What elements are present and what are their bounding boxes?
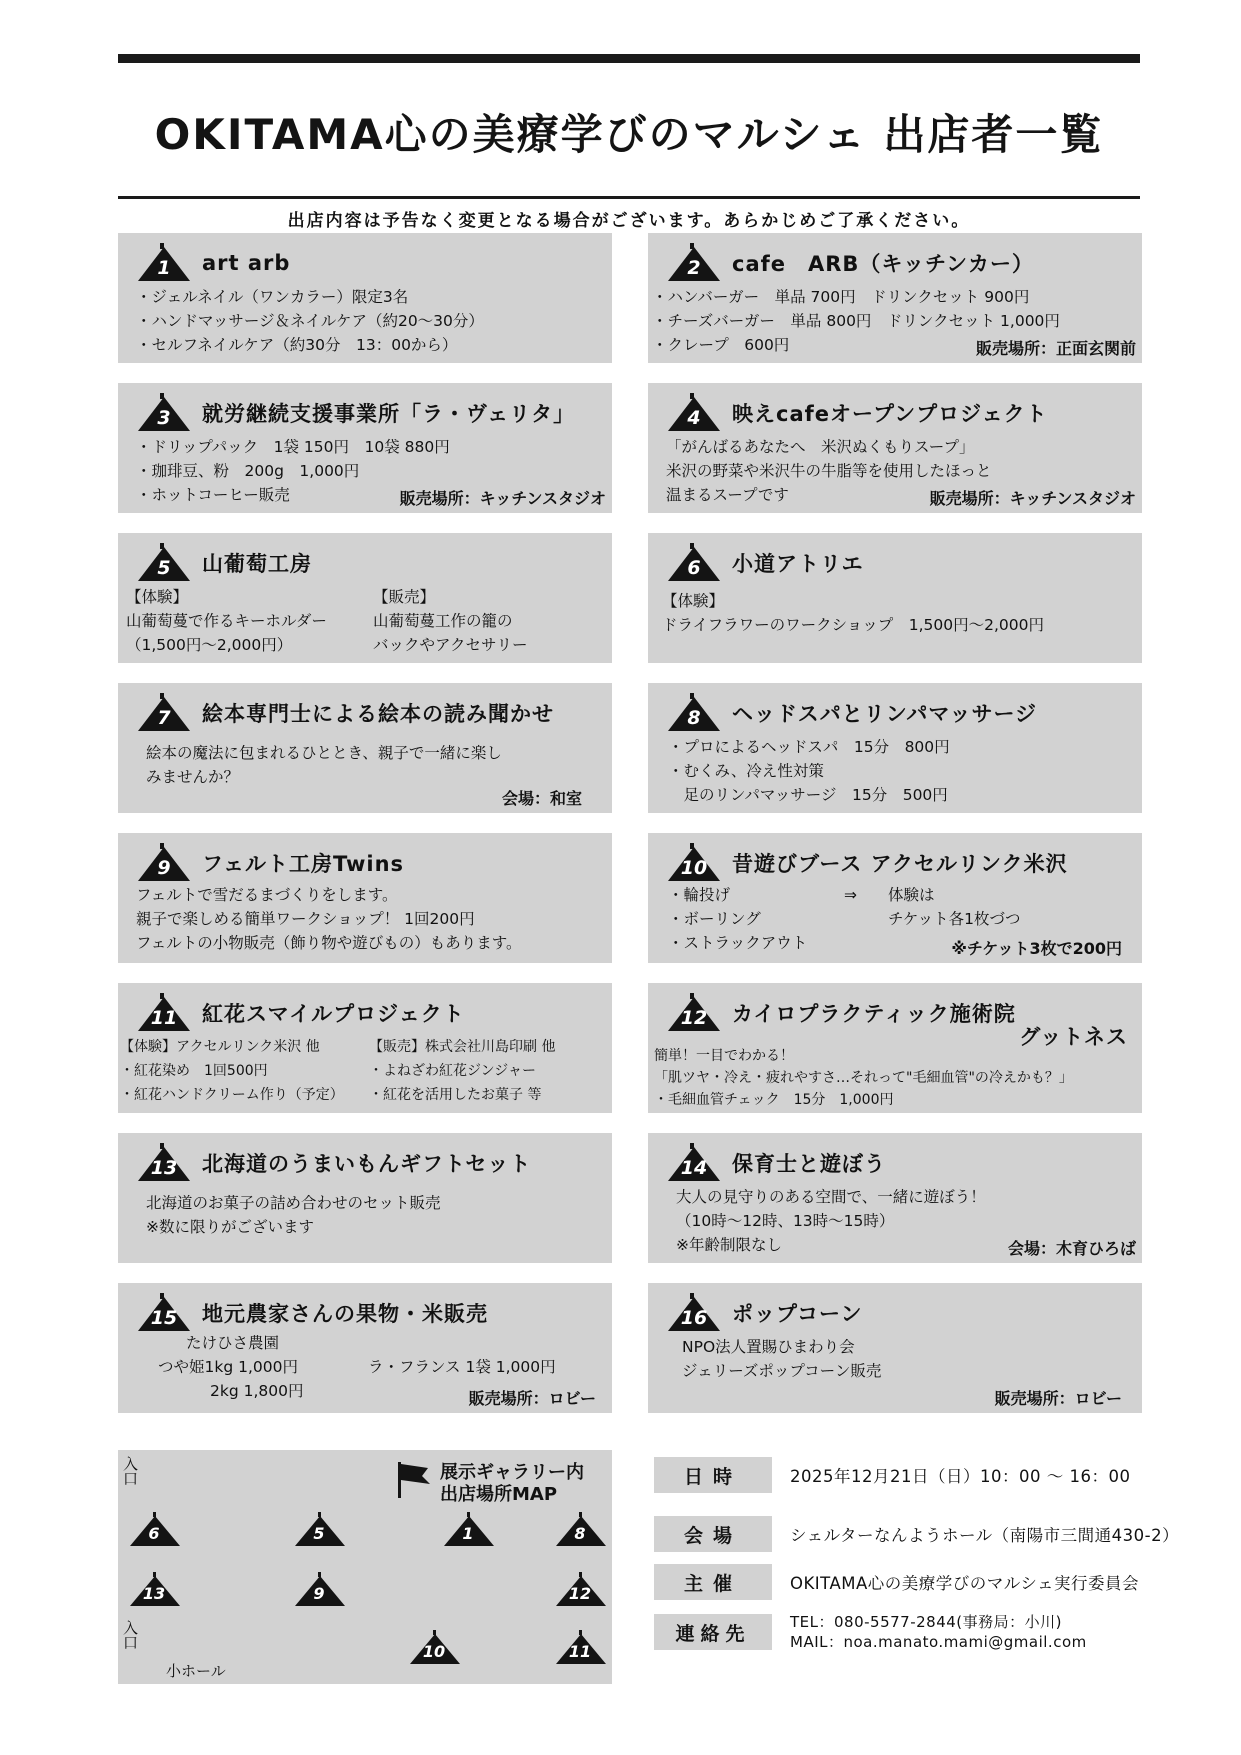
map-title: 展示ギャラリー内 出店場所MAP — [440, 1462, 584, 1505]
vendor-location: 販売場所：キッチンスタジオ — [399, 489, 606, 508]
vendor-details: 【体験】 山葡萄蔓で作るキーホルダー （1,500円～2,000円） 【販売】 山葡萄蔓工作の籠の バックやアクセサリー — [126, 588, 528, 654]
vendor-details: ・プロによるヘッドスパ 15分 800円 ・むくみ、冷え性対策 足のリンパマッサージ 15分 500円 — [668, 738, 950, 804]
vendor-details: フェルトで雪だるまづくりをします。 親子で楽しめる簡単ワークショップ！ 1回200円 フェルトの小物販売（飾り物や遊びもの）もあります。 — [136, 886, 522, 952]
page-title: OKITAMA心の美療学びのマルシェ 出店者一覧 — [154, 110, 1104, 159]
vendor-name: 小道アトリエ — [732, 552, 864, 576]
tent-icon: 9 — [136, 843, 196, 883]
tent-icon: 3 — [136, 393, 196, 433]
info-venue — [654, 1516, 1179, 1552]
tent-icon: 14 — [666, 1143, 726, 1183]
info-value: シェルターなんようホール（南陽市三間通430-2） — [790, 1526, 1180, 1545]
tent-icon: 5 — [136, 543, 196, 583]
vendor-card-12 — [648, 983, 1142, 1113]
vendor-card-16 — [648, 1283, 1142, 1413]
vendor-name: 山葡萄工房 — [202, 552, 312, 576]
title-rule — [118, 196, 1140, 199]
vendor-card-6 — [648, 533, 1142, 663]
contact-phone: TEL：080-5577-2844(事務局：小川) — [790, 1613, 1063, 1631]
map-tent-8: 8 — [554, 1512, 610, 1548]
tent-icon: 10 — [666, 843, 726, 883]
vendor-location: 販売場所：キッチンスタジオ — [929, 489, 1136, 508]
vendor-card-9 — [118, 833, 612, 963]
vendor-name: art arb — [202, 251, 291, 275]
vendor-details: NPO法人置賜ひまわり会 ジェリーズポップコーン販売 — [682, 1338, 882, 1380]
tent-icon: 2 — [666, 243, 726, 283]
vendor-card-15 — [118, 1283, 612, 1413]
map-tent-11: 11 — [554, 1630, 610, 1666]
notice-text: 出店内容は予告なく変更となる場合がございます。あらかじめご了承ください。 — [287, 211, 971, 231]
vendor-card-2 — [648, 233, 1142, 363]
vendor-details: 【体験】アクセルリンク米沢 他 ・紅花染め 1回500円 ・紅花ハンドクリーム作り（予定） 【販売】株式会社川島印刷 他 ・よねざわ紅花ジンジャー ・紅花を活用したお菓子 等 — [120, 1039, 556, 1103]
vendor-card-14 — [648, 1133, 1142, 1263]
info-contact — [654, 1612, 1087, 1652]
vendor-name: 保育士と遊ぼう — [732, 1152, 886, 1176]
vendor-name: 昔遊びブース アクセルリンク米沢 — [732, 852, 1068, 876]
tent-icon: 4 — [666, 393, 726, 433]
contact-email[interactable]: MAIL：noa.manato.mami@gmail.com — [790, 1633, 1087, 1651]
entrance-label-bottom: 入口 — [121, 1620, 139, 1650]
vendor-location: 会場：木育ひろば — [1007, 1239, 1136, 1258]
vendor-details: 北海道のお菓子の詰め合わせのセット販売 ※数に限りがございます — [146, 1194, 441, 1236]
info-label: 日時 — [654, 1457, 772, 1493]
info-label: 会場 — [654, 1516, 772, 1552]
vendor-name: カイロプラクティック施術院 — [732, 1002, 1016, 1026]
vendor-location: 販売場所：ロビー — [468, 1389, 596, 1408]
small-hall-label: 小ホール — [166, 1662, 226, 1680]
vendor-card-10: 10 昔遊びブース アクセルリンク米沢 ・輪投げ ・ボーリング ・ストラックアウト ⇒ 体験は チケット各1枚づつ ※チケット3枚で200円 — [648, 833, 1142, 963]
tent-icon: 13 — [136, 1143, 196, 1183]
vendor-name: 絵本専門士による絵本の読み聞かせ — [202, 702, 554, 726]
vendor-card-8 — [648, 683, 1142, 813]
vendor-details: ・ハンバーガー 単品 700円 ドリンクセット 900円 ・チーズバーガー 単品 800円 ドリンクセット 1,000円 ・クレープ 600円 — [652, 288, 1060, 354]
vendor-name: 就労継続支援事業所「ラ・ヴェリタ」 — [202, 402, 576, 426]
vendor-name: ヘッドスパとリンパマッサージ — [732, 702, 1038, 726]
tent-icon: 15 — [136, 1293, 196, 1333]
vendor-name: cafe ARB（キッチンカー） — [732, 252, 1034, 276]
vendor-card-5 — [118, 533, 612, 663]
map-tent-13: 13 — [128, 1572, 184, 1608]
map-tent-1: 1 — [442, 1512, 498, 1548]
vendor-card-13 — [118, 1133, 612, 1263]
tent-icon: 1 — [136, 243, 196, 283]
map-tent-9: 9 — [293, 1572, 349, 1608]
vendor-card-7 — [118, 683, 612, 813]
info-label: 連絡先 — [654, 1614, 772, 1650]
vendor-card-3 — [118, 383, 612, 513]
vendor-name: 北海道のうまいもんギフトセット — [202, 1152, 532, 1176]
vendor-location: 販売場所：ロビー — [994, 1389, 1122, 1408]
info-organizer — [654, 1564, 1139, 1600]
vendor-details: 【体験】 ドライフラワーのワークショップ 1,500円～2,000円 — [662, 592, 1045, 634]
vendor-card-4 — [648, 383, 1142, 513]
vendor-location: 会場：和室 — [501, 789, 582, 808]
vendor-card-11 — [118, 983, 612, 1113]
info-value: 2025年12月21日（日）10：00 ～ 16：00 — [790, 1467, 1131, 1486]
vendor-details: ・ドリップパック 1袋 150円 10袋 880円 ・珈琲豆、粉 200g 1,000円 ・ホットコーヒー販売 — [136, 438, 450, 504]
vendor-card-1 — [118, 233, 612, 363]
info-value: OKITAMA心の美療学びのマルシェ実行委員会 — [790, 1574, 1140, 1593]
vendor-details: ・ジェルネイル（ワンカラー）限定3名 ・ハンドマッサージ＆ネイルケア（約20～30分） ・セルフネイルケア（約30分 13：00から） — [136, 288, 484, 354]
tent-icon: 7 — [136, 693, 196, 733]
top-rule — [118, 54, 1140, 63]
info-value — [790, 1612, 1087, 1652]
entrance-label-top: 入口 — [121, 1456, 139, 1486]
vendor-details: 絵本の魔法に包まれるひととき、親子で一緒に楽し みませんか？ — [146, 744, 502, 786]
tent-icon: 12 — [666, 993, 726, 1033]
map-tent-6: 6 — [128, 1512, 184, 1548]
vendor-name: 映えcafeオープンプロジェクト — [732, 402, 1048, 426]
map-tent-5: 5 — [293, 1512, 349, 1548]
vendor-details: たけひさ農園 つや姫1kg 1,000円 2kg 1,800円 — [158, 1334, 304, 1400]
info-datetime — [654, 1457, 1130, 1493]
tent-icon: 16 — [666, 1293, 726, 1333]
vendor-details: 「がんばるあなたへ 米沢ぬくもりスープ」 米沢の野菜や米沢牛の牛脂等を使用したほっと 温まるスープです — [666, 438, 992, 504]
tent-icon: 6 — [666, 543, 726, 583]
vendor-name: 地元農家さんの果物・米販売 — [202, 1302, 488, 1326]
info-label: 主催 — [654, 1564, 772, 1600]
map-tent-10: 10 — [408, 1630, 464, 1666]
vendor-name-line2: グットネス — [1019, 1025, 1128, 1049]
arrow-icon: ⇒ — [844, 886, 857, 904]
vendor-details: 簡単！一目でわかる！ 「肌ツヤ・冷え・疲れやすさ…それって"毛細血管"の冷えかも？」 ・毛細血管チェック 15分 1,000円 — [654, 1048, 1073, 1108]
vendor-location: 販売場所：正面玄関前 — [975, 339, 1136, 358]
tent-icon: 11 — [136, 993, 196, 1033]
vendor-name: ポップコーン — [732, 1302, 863, 1326]
vendor-details: 大人の見守りのある空間で、一緒に遊ぼう！ （10時～12時、13時～15時） ※年齢制限なし — [676, 1188, 986, 1254]
vendor-name: 紅花スマイルプロジェクト — [202, 1002, 465, 1026]
ticket-note: ※チケット3枚で200円 — [951, 939, 1122, 958]
vendor-extra: ラ・フランス 1袋 1,000円 — [368, 1358, 556, 1376]
tent-icon: 8 — [666, 693, 726, 733]
vendor-name: フェルト工房Twins — [202, 852, 405, 876]
map-tent-12: 12 — [554, 1572, 610, 1608]
venue-map — [118, 1450, 612, 1684]
flag-icon — [396, 1460, 434, 1500]
